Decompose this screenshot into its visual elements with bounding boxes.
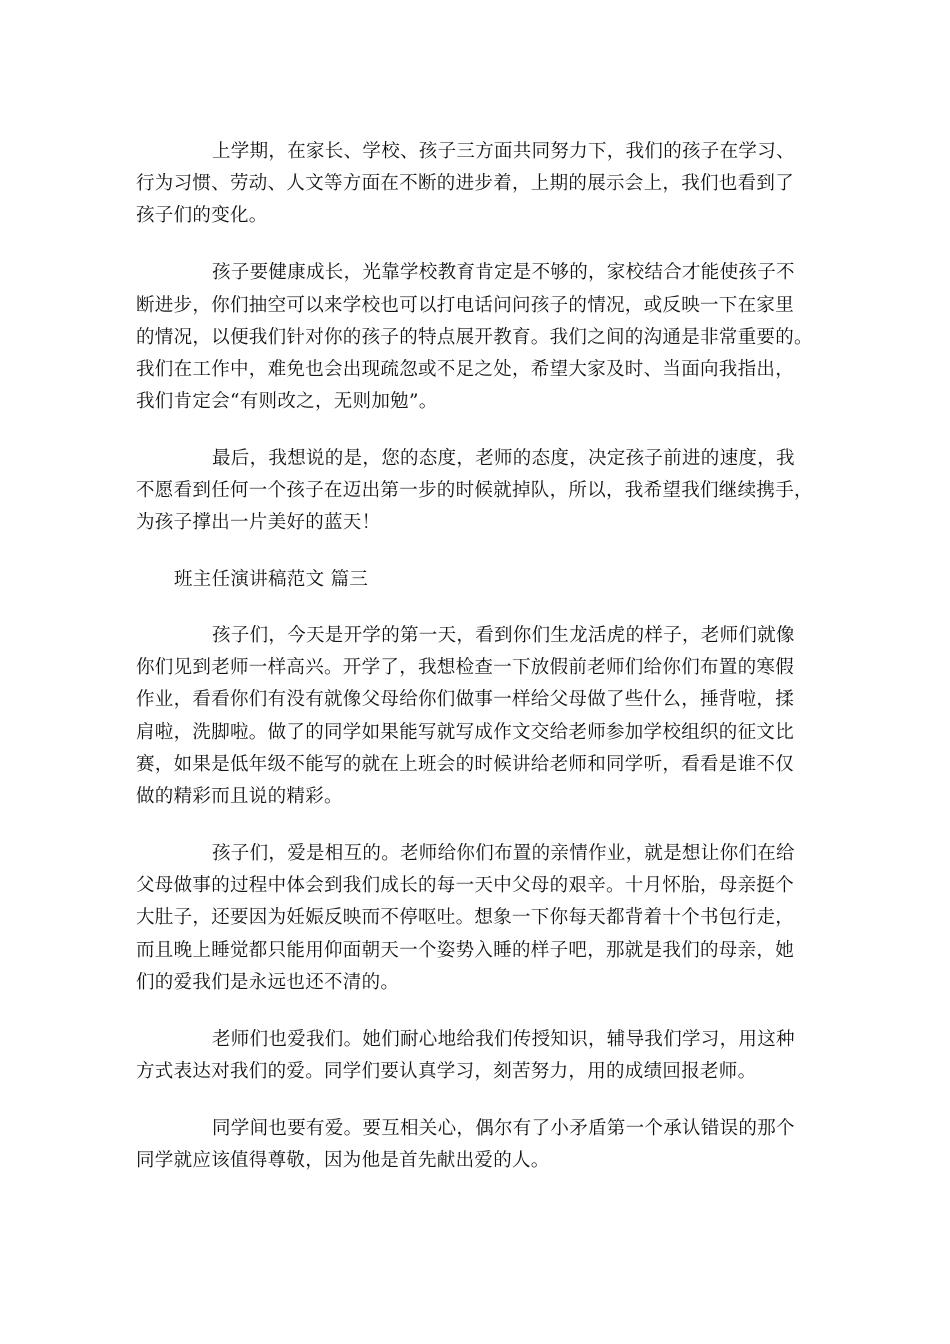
paragraph-4-line-6: 做的精彩而且说的精彩。 (136, 786, 343, 807)
paragraph-2-line-5: 我们肯定会“有则改之，无则加勉”。 (136, 391, 438, 412)
paragraph-2-line-1: 孩子要健康成长，光靠学校教育肯定是不够的，家校结合才能使孩子不 (212, 262, 795, 283)
paragraph-4-line-4: 肩啦，洗脚啦。做了的同学如果能写就写成作文交给老师参加学校组织的征文比 (136, 722, 795, 743)
paragraph-3-line-3: 为孩子撑出一片美好的蓝天！ (136, 512, 381, 533)
paragraph-5-line-3: 大肚子，还要因为妊娠反映而不停呕吐。想象一下你每天都背着十个书包行走， (136, 907, 795, 928)
paragraph-4-line-1: 孩子们，今天是开学的第一天，看到你们生龙活虎的样子，老师们就像 (212, 625, 795, 646)
paragraph-3-line-2: 不愿看到任何一个孩子在迈出第一步的时候就掉队，所以，我希望我们继续携手， (136, 480, 813, 501)
paragraph-1-line-1: 上学期，在家长、学校、孩子三方面共同努力下，我们的孩子在学习、 (212, 141, 795, 162)
paragraph-1-line-2: 行为习惯、劳动、人文等方面在不断的进步着，上期的展示会上，我们也看到了 (136, 173, 795, 194)
paragraph-5-line-1: 孩子们，爱是相互的。老师给你们布置的亲情作业，就是想让你们在给 (212, 843, 795, 864)
paragraph-7-line-1: 同学间也要有爱。要互相关心，偶尔有了小矛盾第一个承认错误的那个 (212, 1118, 795, 1139)
paragraph-4-line-5: 赛，如果是低年级不能写的就在上班会的时候讲给老师和同学听，看看是谁不仅 (136, 754, 795, 775)
paragraph-4-line-2: 你们见到老师一样高兴。开学了，我想检查一下放假前老师们给你们布置的寒假 (136, 657, 795, 678)
paragraph-6-line-1: 老师们也爱我们。她们耐心地给我们传授知识，辅导我们学习，用这种 (212, 1029, 795, 1050)
paragraph-3-line-1: 最后，我想说的是，您的态度，老师的态度，决定孩子前进的速度，我 (212, 448, 795, 469)
paragraph-6-line-2: 方式表达对我们的爱。同学们要认真学习，刻苦努力，用的成绩回报老师。 (136, 1061, 757, 1082)
paragraph-5-line-4: 而且晚上睡觉都只能用仰面朝天一个姿势入睡的样子吧，那就是我们的母亲，她 (136, 940, 795, 961)
paragraph-4-line-3: 作业，看看你们有没有就像父母给你们做事一样给父母做了些什么，捶背啦，揉 (136, 689, 795, 710)
paragraph-1-line-3: 孩子们的变化。 (136, 205, 268, 226)
paragraph-5-line-2: 父母做事的过程中体会到我们成长的每一天中父母的艰辛。十月怀胎，母亲挺个 (136, 875, 795, 896)
section-heading: 班主任演讲稿范文 篇三 (174, 569, 369, 590)
paragraph-5-line-5: 们的爱我们是永远也还不清的。 (136, 972, 400, 993)
paragraph-2-line-3: 的情况，以便我们针对你的孩子的特点展开教育。我们之间的沟通是非常重要的。 (136, 327, 813, 348)
paragraph-2-line-4: 我们在工作中，难免也会出现疏忽或不足之处，希望大家及时、当面向我指出， (136, 359, 795, 380)
paragraph-7-line-2: 同学就应该值得尊敬，因为他是首先献出爱的人。 (136, 1150, 550, 1171)
paragraph-2-line-2: 断进步，你们抽空可以来学校也可以打电话问问孩子的情况，或反映一下在家里 (136, 295, 795, 316)
